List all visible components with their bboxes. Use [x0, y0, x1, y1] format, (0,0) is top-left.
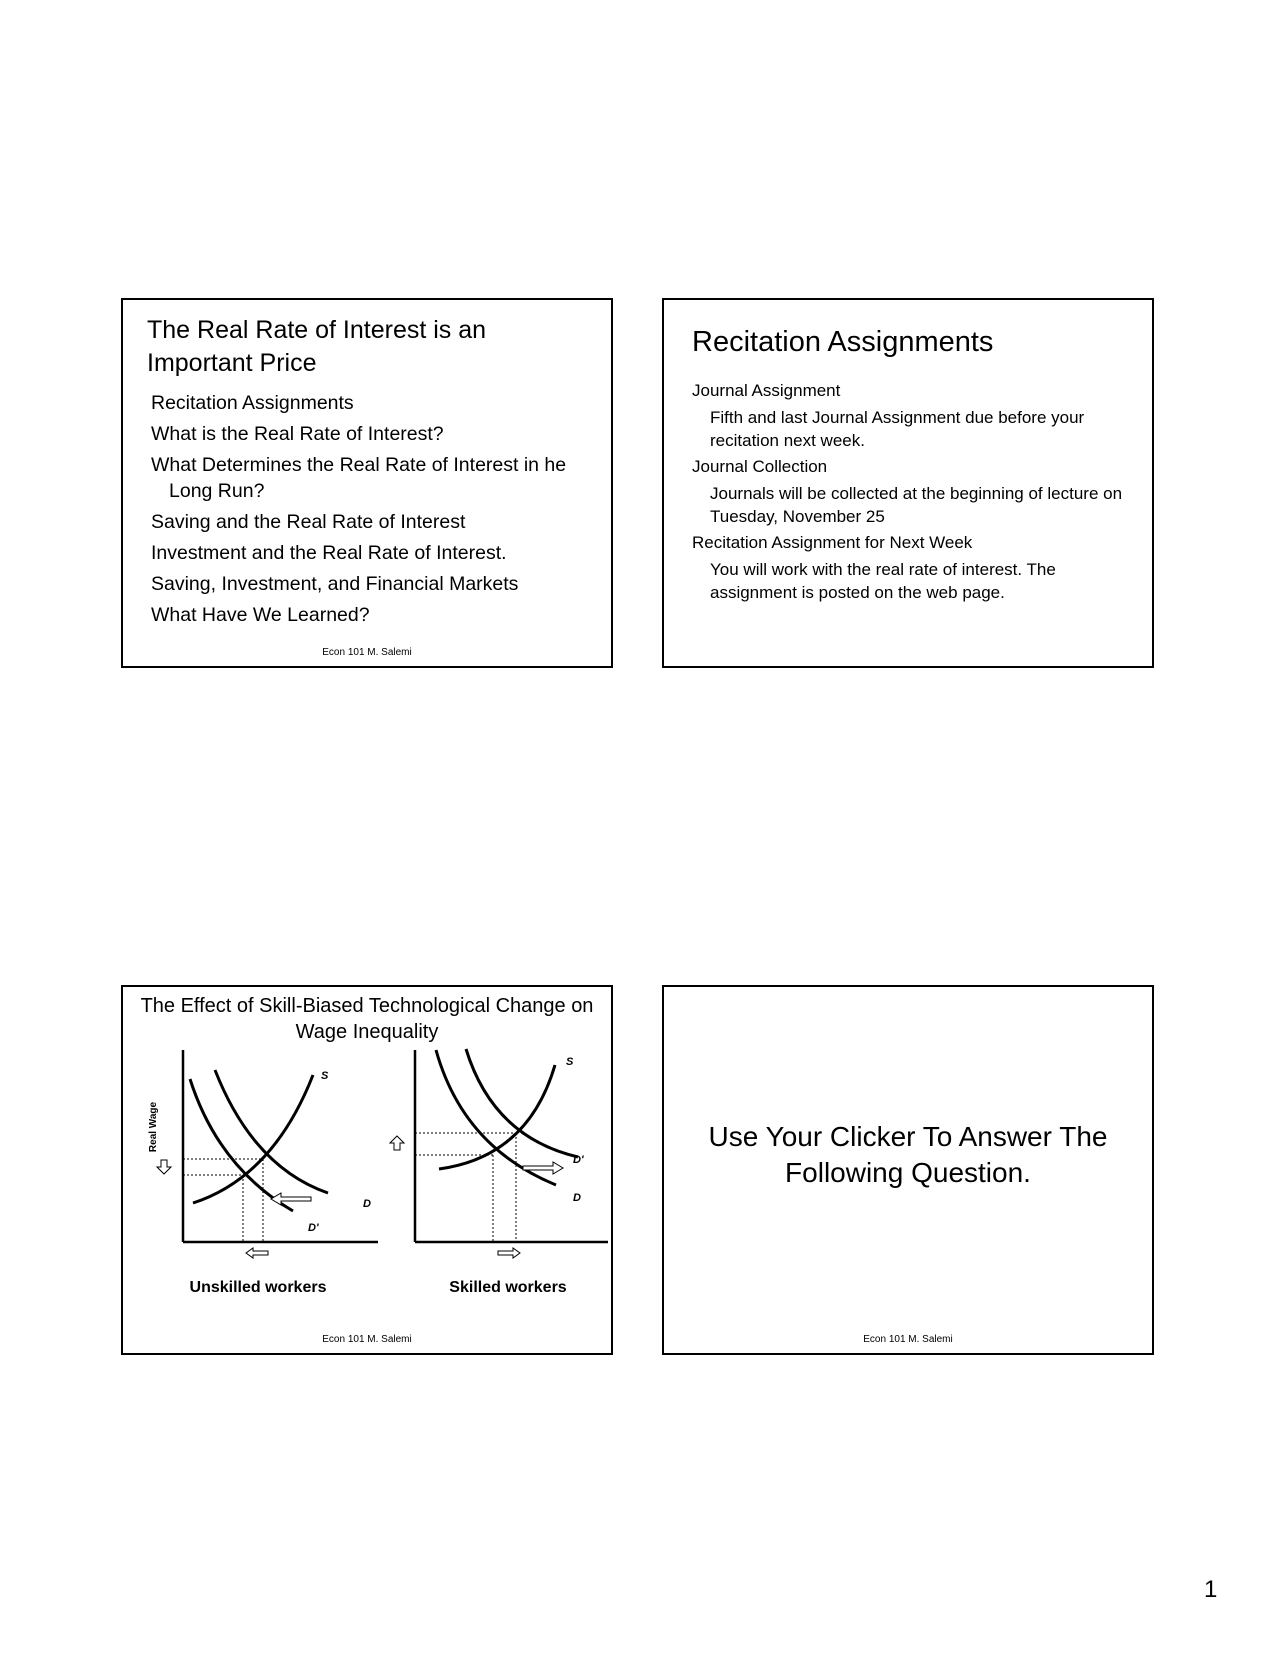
slide-footer: Econ 101 M. Salemi	[863, 1334, 953, 1345]
list-item: What is the Real Rate of Interest?	[151, 423, 444, 445]
list-item: Investment and the Real Rate of Interest.	[151, 542, 507, 564]
topic-list	[151, 390, 591, 633]
quantity-left-arrow	[246, 1248, 268, 1258]
slide-clicker-question	[662, 985, 1154, 1355]
slide-recitation-assignments	[662, 298, 1154, 668]
caption-unskilled: Unskilled workers	[189, 1279, 327, 1296]
list-item: What Have We Learned?	[151, 604, 370, 626]
slide-footer: Econ 101 M. Salemi	[322, 1334, 412, 1345]
clicker-prompt: Use Your Clicker To Answer The Following Question.	[708, 1121, 1108, 1188]
slide-wage-inequality	[121, 985, 613, 1355]
section-detail: Journals will be collected at the beginning of lecture on Tuesday, November 25	[710, 484, 1123, 526]
panel-skilled	[390, 1049, 608, 1296]
section-detail: Fifth and last Journal Assignment due before your recitation next week.	[710, 408, 1085, 450]
label-s: S	[566, 1056, 574, 1068]
quantity-right-arrow	[498, 1248, 520, 1258]
section-detail: You will work with the real rate of interest. The assignment is posted on the web page.	[710, 560, 1056, 602]
list-item: What Determines the Real Rate of Interest in he Long Run?	[151, 454, 567, 502]
demand-curve-d	[436, 1050, 556, 1185]
slide-overview	[121, 298, 613, 668]
caption-skilled: Skilled workers	[449, 1279, 567, 1296]
supply-curve	[439, 1065, 555, 1169]
assignment-list	[692, 380, 1132, 608]
wage-down-arrow	[157, 1160, 171, 1174]
wage-up-arrow	[390, 1136, 404, 1150]
slide-footer: Econ 101 M. Salemi	[322, 647, 412, 658]
list-item: Saving and the Real Rate of Interest	[151, 511, 466, 533]
label-d: D	[573, 1192, 581, 1204]
demand-curve-d-prime	[466, 1049, 578, 1157]
label-s: S	[321, 1070, 329, 1082]
label-d-prime: D'	[308, 1222, 319, 1234]
list-item: Recitation Assignments	[151, 392, 354, 414]
label-d-prime: D'	[573, 1154, 584, 1166]
demand-curve-d-prime	[190, 1079, 293, 1211]
slide-title: The Effect of Skill-Biased Technological Change on Wage Inequality	[140, 995, 594, 1043]
section-heading: Recitation Assignment for Next Week	[692, 533, 973, 552]
wage-inequality-diagram	[123, 987, 611, 1353]
list-item: Saving, Investment, and Financial Markets	[151, 573, 519, 595]
section-heading: Journal Collection	[692, 457, 828, 476]
shift-left-arrow	[271, 1193, 311, 1205]
section-heading: Journal Assignment	[692, 381, 841, 400]
label-d: D	[363, 1198, 371, 1210]
y-axis-label: Real Wage	[148, 1101, 159, 1153]
page-number: 1	[1204, 1576, 1218, 1603]
panel-unskilled	[157, 1050, 378, 1296]
slide-title: The Real Rate of Interest is an Important Price	[147, 316, 487, 377]
slide-title: Recitation Assignments	[692, 326, 994, 358]
